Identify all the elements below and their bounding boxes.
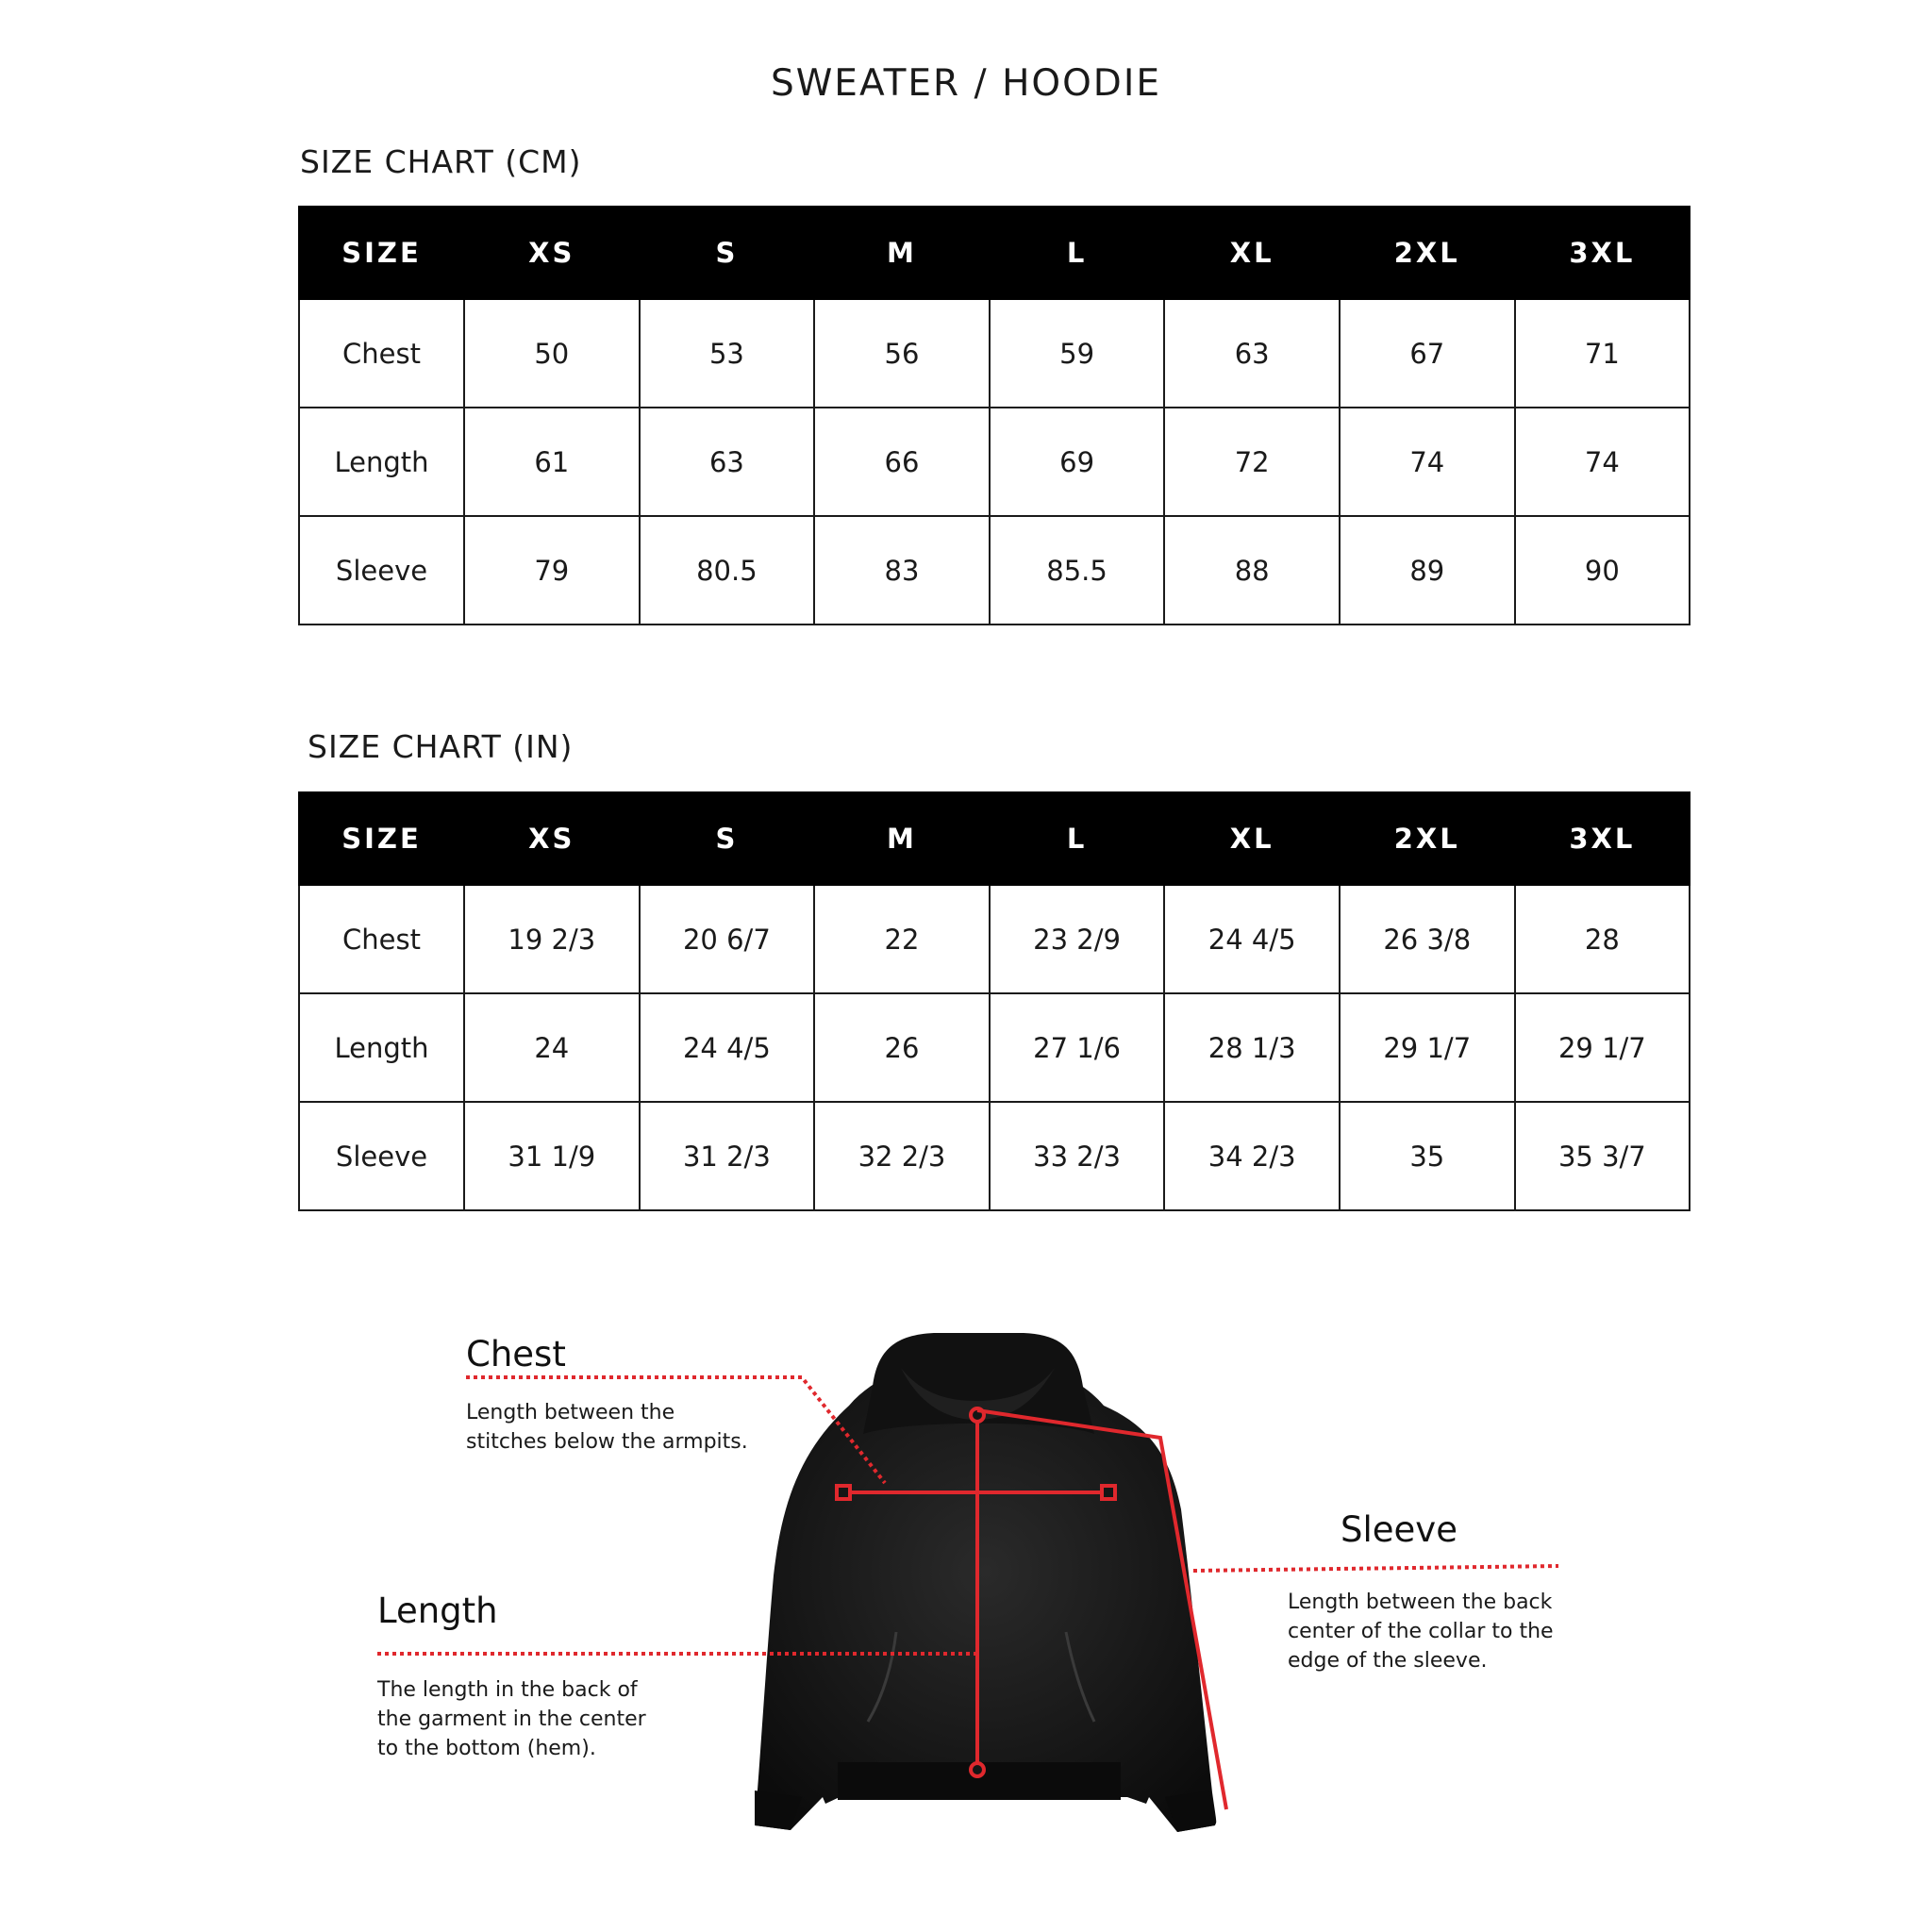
header-cell-2xl: 2XL xyxy=(1340,207,1515,299)
sleeve-measure-line xyxy=(977,1410,1226,1809)
header-cell-xs: XS xyxy=(464,207,640,299)
table-header-row xyxy=(299,792,1690,885)
table-cell: 85.5 xyxy=(990,516,1165,625)
table-row-length xyxy=(299,993,1690,1102)
table-cell: 23 2/9 xyxy=(990,885,1165,993)
table-cell: 53 xyxy=(640,299,815,408)
table-cell: 66 xyxy=(814,408,990,516)
table-cell: 89 xyxy=(1340,516,1515,625)
size-chart-in-table xyxy=(298,791,1690,1211)
table-cell: 50 xyxy=(464,299,640,408)
sleeve-annotation-description: Length between the back center of the collar to the edge of the sleeve. xyxy=(1288,1591,1554,1673)
table-cell: 28 xyxy=(1515,885,1690,993)
hoodie-left-cuff xyxy=(755,1790,802,1830)
table-cell: 35 xyxy=(1340,1102,1515,1210)
chest-measure-left-marker xyxy=(837,1486,850,1499)
table-row-length xyxy=(299,408,1690,516)
table-cell: 74 xyxy=(1340,408,1515,516)
hoodie-right-cuff xyxy=(1165,1790,1215,1832)
table-cell: 31 2/3 xyxy=(640,1102,815,1210)
chest-annotation-description: Length between the stitches below the armpits. xyxy=(466,1401,748,1454)
header-cell-size: SIZE xyxy=(299,792,464,885)
row-label: Length xyxy=(299,408,464,516)
length-annotation-description: The length in the back of the garment in the center to the bottom (hem). xyxy=(377,1678,646,1760)
table-cell: 88 xyxy=(1164,516,1340,625)
header-cell-s: S xyxy=(640,207,815,299)
table-cell: 24 xyxy=(464,993,640,1102)
table-row-sleeve xyxy=(299,1102,1690,1210)
table-cell: 19 2/3 xyxy=(464,885,640,993)
table-header-row xyxy=(299,207,1690,299)
length-annotation-label: Length xyxy=(377,1591,498,1631)
hoodie-hood-opening xyxy=(901,1368,1055,1420)
header-cell-xs: XS xyxy=(464,792,640,885)
table-cell: 28 1/3 xyxy=(1164,993,1340,1102)
hoodie-left-pocket xyxy=(868,1632,896,1722)
table-cell: 67 xyxy=(1340,299,1515,408)
table-cell: 71 xyxy=(1515,299,1690,408)
length-measure-top-marker xyxy=(971,1408,984,1422)
size-chart-cm-table xyxy=(298,206,1690,625)
table-row-sleeve xyxy=(299,516,1690,625)
header-cell-m: M xyxy=(814,207,990,299)
table-cell: 56 xyxy=(814,299,990,408)
table-cell: 34 2/3 xyxy=(1164,1102,1340,1210)
header-cell-m: M xyxy=(814,792,990,885)
hoodie-body xyxy=(755,1358,1216,1832)
size-chart-in-title: SIZE CHART (IN) xyxy=(308,728,574,765)
header-cell-l: L xyxy=(990,207,1165,299)
sleeve-annotation-label: Sleeve xyxy=(1341,1509,1457,1550)
chest-measure-right-marker xyxy=(1102,1486,1115,1499)
hoodie-illustration xyxy=(755,1333,1216,1832)
table-cell: 74 xyxy=(1515,408,1690,516)
header-cell-size: SIZE xyxy=(299,207,464,299)
row-label: Sleeve xyxy=(299,1102,464,1210)
table-row-chest xyxy=(299,885,1690,993)
header-cell-xl: XL xyxy=(1164,792,1340,885)
table-cell: 27 1/6 xyxy=(990,993,1165,1102)
chest-annotation-label: Chest xyxy=(466,1334,566,1374)
table-cell: 31 1/9 xyxy=(464,1102,640,1210)
table-cell: 61 xyxy=(464,408,640,516)
row-label: Length xyxy=(299,993,464,1102)
hoodie-hood xyxy=(863,1333,1094,1434)
table-cell: 79 xyxy=(464,516,640,625)
table-cell: 72 xyxy=(1164,408,1340,516)
table-cell: 29 1/7 xyxy=(1515,993,1690,1102)
table-cell: 22 xyxy=(814,885,990,993)
table-cell: 59 xyxy=(990,299,1165,408)
header-cell-l: L xyxy=(990,792,1165,885)
table-row-chest xyxy=(299,299,1690,408)
hoodie-hem xyxy=(838,1762,1121,1800)
header-cell-2xl: 2XL xyxy=(1340,792,1515,885)
sleeve-leader-line xyxy=(1193,1566,1558,1571)
table-cell: 24 4/5 xyxy=(640,993,815,1102)
header-cell-3xl: 3XL xyxy=(1515,792,1690,885)
table-cell: 63 xyxy=(640,408,815,516)
table-cell: 26 3/8 xyxy=(1340,885,1515,993)
table-cell: 69 xyxy=(990,408,1165,516)
table-cell: 33 2/3 xyxy=(990,1102,1165,1210)
header-cell-3xl: 3XL xyxy=(1515,207,1690,299)
row-label: Chest xyxy=(299,885,464,993)
table-cell: 20 6/7 xyxy=(640,885,815,993)
table-cell: 90 xyxy=(1515,516,1690,625)
page-title: SWEATER / HOODIE xyxy=(770,62,1161,105)
length-measure-bottom-marker xyxy=(971,1763,984,1776)
size-chart-cm-title: SIZE CHART (CM) xyxy=(300,143,582,180)
table-cell: 24 4/5 xyxy=(1164,885,1340,993)
hoodie-right-pocket xyxy=(1066,1632,1094,1722)
table-cell: 26 xyxy=(814,993,990,1102)
table-cell: 80.5 xyxy=(640,516,815,625)
table-cell: 83 xyxy=(814,516,990,625)
row-label: Sleeve xyxy=(299,516,464,625)
row-label: Chest xyxy=(299,299,464,408)
table-cell: 32 2/3 xyxy=(814,1102,990,1210)
header-cell-xl: XL xyxy=(1164,207,1340,299)
table-cell: 35 3/7 xyxy=(1515,1102,1690,1210)
table-cell: 29 1/7 xyxy=(1340,993,1515,1102)
table-cell: 63 xyxy=(1164,299,1340,408)
header-cell-s: S xyxy=(640,792,815,885)
